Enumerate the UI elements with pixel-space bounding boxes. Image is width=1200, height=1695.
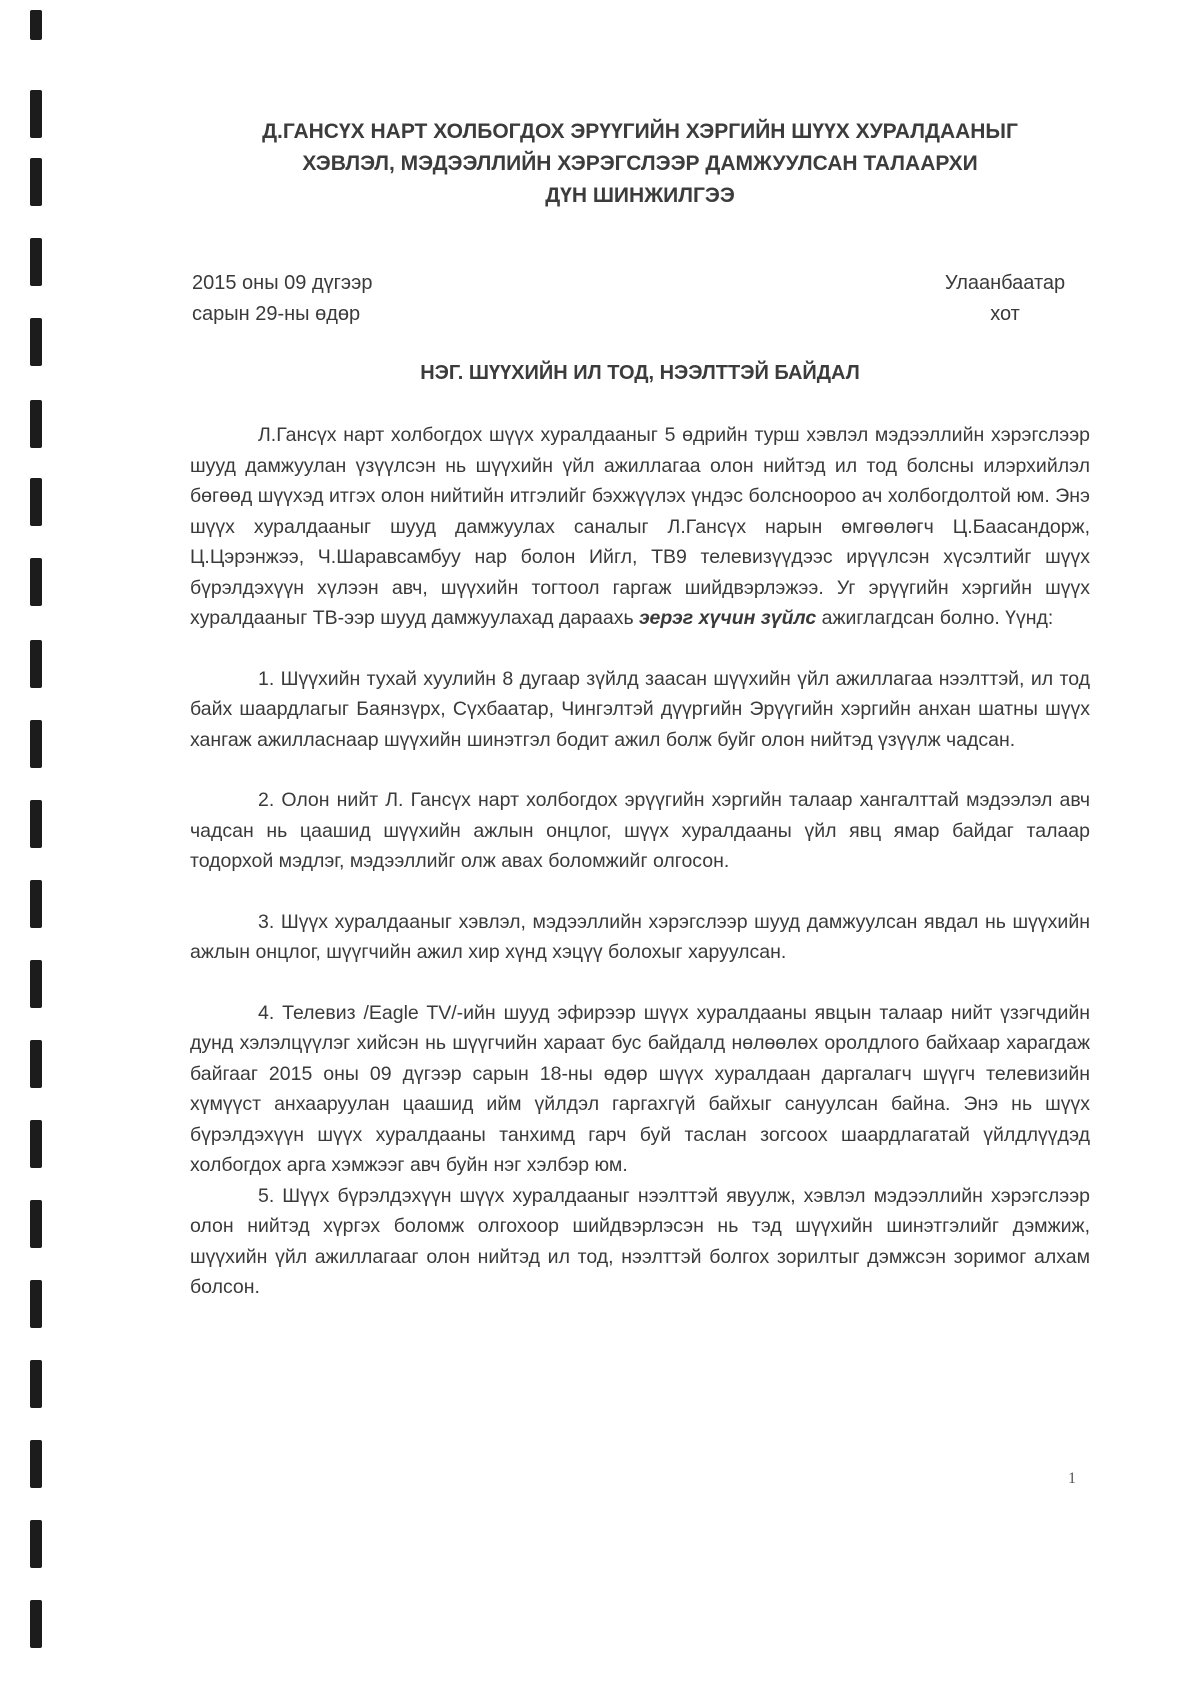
binding-hole	[30, 1360, 42, 1408]
binding-hole	[30, 1600, 42, 1648]
page-number: 1	[1068, 1470, 1076, 1487]
binding-hole	[30, 1200, 42, 1248]
binding-hole	[30, 800, 42, 848]
date-line: сарын 29-ны өдөр	[192, 303, 361, 325]
binding-hole	[30, 400, 42, 448]
binding-hole	[30, 558, 42, 606]
binding-hole	[30, 1120, 42, 1168]
binding-hole	[30, 720, 42, 768]
binding-hole	[30, 238, 42, 286]
binding-hole	[30, 1040, 42, 1088]
binding-holes	[30, 0, 50, 1695]
binding-hole	[30, 640, 42, 688]
point-paragraph-5: 5. Шүүх бүрэлдэхүүн шүүх хуралдааныг нээлттэй явуулж, хэвлэл мэдээллийн хэрэгслээр олон нийтэд хүргэх боломж олгохоор шийдвэрлэсэн нь тэд шүүхийн шинэтгэлийг дэмжиж, шүүхийн үйл ажиллагааг олон нийтэд ил тод, нээлттэй болгох зорилтыг дэмжсэн зоримог алхам болсон.	[190, 1184, 1090, 1298]
point-paragraph-4: 4. Телевиз /Eagle TV/-ийн шууд эфирээр шүүх хуралдааны явцын талаар нийт үзэгчдийн дунд хэлэлцүүлэг хийсэн нь шүүгчийн хараат бус байдалд нөлөөлөх оролдлого байхаар харагдаж байгааг 2015 оны 09 дүгээр сарын 18-ны өдөр шүүх хуралдаан даргалагч шүүгч телевизийн хүмүүст анхааруулан цаашид ийм үйлдэл гаргахгүй байхыг сануулсан байна. Энэ нь шүүх бүрэлдэхүүн шүүх хуралдааны танхимд гарч буй таслан зогсоох шаардлагатай үйлдлүүдэд холбогдох арга хэмжээг авч буйн нэг хэлбэр юм.	[190, 1001, 1090, 1176]
title-line: ХЭВЛЭЛ, МЭДЭЭЛЛИЙН ХЭРЭГСЛЭЭР ДАМЖУУЛСАН ТАЛААРХИ	[302, 152, 978, 175]
document-place	[920, 268, 1090, 330]
binding-hole	[30, 158, 42, 206]
title-line: ДҮН ШИНЖИЛГЭЭ	[545, 184, 735, 207]
binding-hole	[30, 10, 42, 40]
binding-hole	[30, 960, 42, 1008]
intro-text: Л.Гансүх нарт холбогдох шүүх хуралдааныг 5 өдрийн турш хэвлэл мэдээллийн хэрэгслээр шууд дамжуулан үзүүлсэн нь шүүхийн үйл ажиллагаа олон нийтэд ил тод болсны илэрхийлэл бөгөөд шүүхэд итгэх олон нийтийн итгэлийг бэхжүүлэх үндэс болсноороо ач холбогдолтой юм. Энэ шүүх хуралдааныг шууд дамжуулах саналыг Л.Гансүх нарын өмгөөлөгч Ц.Баасандорж, Ц.Цэрэнжээ, Ч.Шаравсамбуу нар болон Ийгл, ТВ9 телевизүүдээс ирүүлсэн хүсэлтийг шүүх бүрэлдэхүүн хүлээн авч, шүүхийн тогтоол гаргаж шийдвэрлэжээ. Уг эрүүгийн хэргийн шүүх хуралдааныг ТВ-ээр шууд дамжуулахад дараахь	[190, 424, 1090, 629]
document-title	[200, 116, 1080, 212]
binding-hole	[30, 318, 42, 366]
emphasis-text: эерэг хүчин зүйлс	[639, 607, 817, 629]
place-line: Улаанбаатар	[944, 272, 1066, 294]
intro-paragraph	[190, 420, 1090, 634]
binding-hole	[30, 1440, 42, 1488]
document-body	[190, 420, 1090, 1303]
document-date	[192, 268, 372, 330]
binding-hole	[30, 1520, 42, 1568]
binding-hole	[30, 1280, 42, 1328]
binding-hole	[30, 90, 42, 138]
point-paragraph-3: 3. Шүүх хуралдааныг хэвлэл, мэдээллийн хэрэгслээр шууд дамжуулсан явдал нь шүүхийн ажлын онцлог, шүүгчийн ажил хир хүнд хэцүү болохыг харуулсан.	[190, 910, 1090, 963]
binding-hole	[30, 478, 42, 526]
date-line: 2015 оны 09 дүгээр	[192, 272, 373, 294]
place-line: хот	[990, 303, 1020, 325]
intro-text-end: ажиглагдсан болно. Үүнд:	[816, 607, 1054, 629]
point-paragraph-1: 1. Шүүхийн тухай хуулийн 8 дугаар зүйлд заасан шүүхийн үйл ажиллагаа нээлттэй, ил тод байх шаардлагыг Баянзүрх, Сүхбаатар, Чингэлтэй дүүргийн Эрүүгийн хэргийн анхан шатны шүүх хангаж ажилласнаар шүүхийн шинэтгэл бодит ажил болж буйг олон нийтэд үзүүлж чадсан.	[190, 667, 1090, 751]
title-line: Д.ГАНСҮХ НАРТ ХОЛБОГДОХ ЭРҮҮГИЙН ХЭРГИЙН ШҮҮХ ХУРАЛДААНЫГ	[262, 120, 1018, 143]
section-heading: НЭГ. ШҮҮХИЙН ИЛ ТОД, НЭЭЛТТЭЙ БАЙДАЛ	[420, 362, 860, 384]
point-paragraph-2: 2. Олон нийт Л. Гансүх нарт холбогдох эрүүгийн хэргийн талаар хангалттай мэдээлэл авч чадсан нь цаашид шүүхийн ажлын онцлог, шүүх хуралдааны үйл явц ямар байдаг талаар тодорхой мэдлэг, мэдээллийг олж авах боломжийг олгосон.	[190, 789, 1090, 872]
binding-hole	[30, 880, 42, 928]
